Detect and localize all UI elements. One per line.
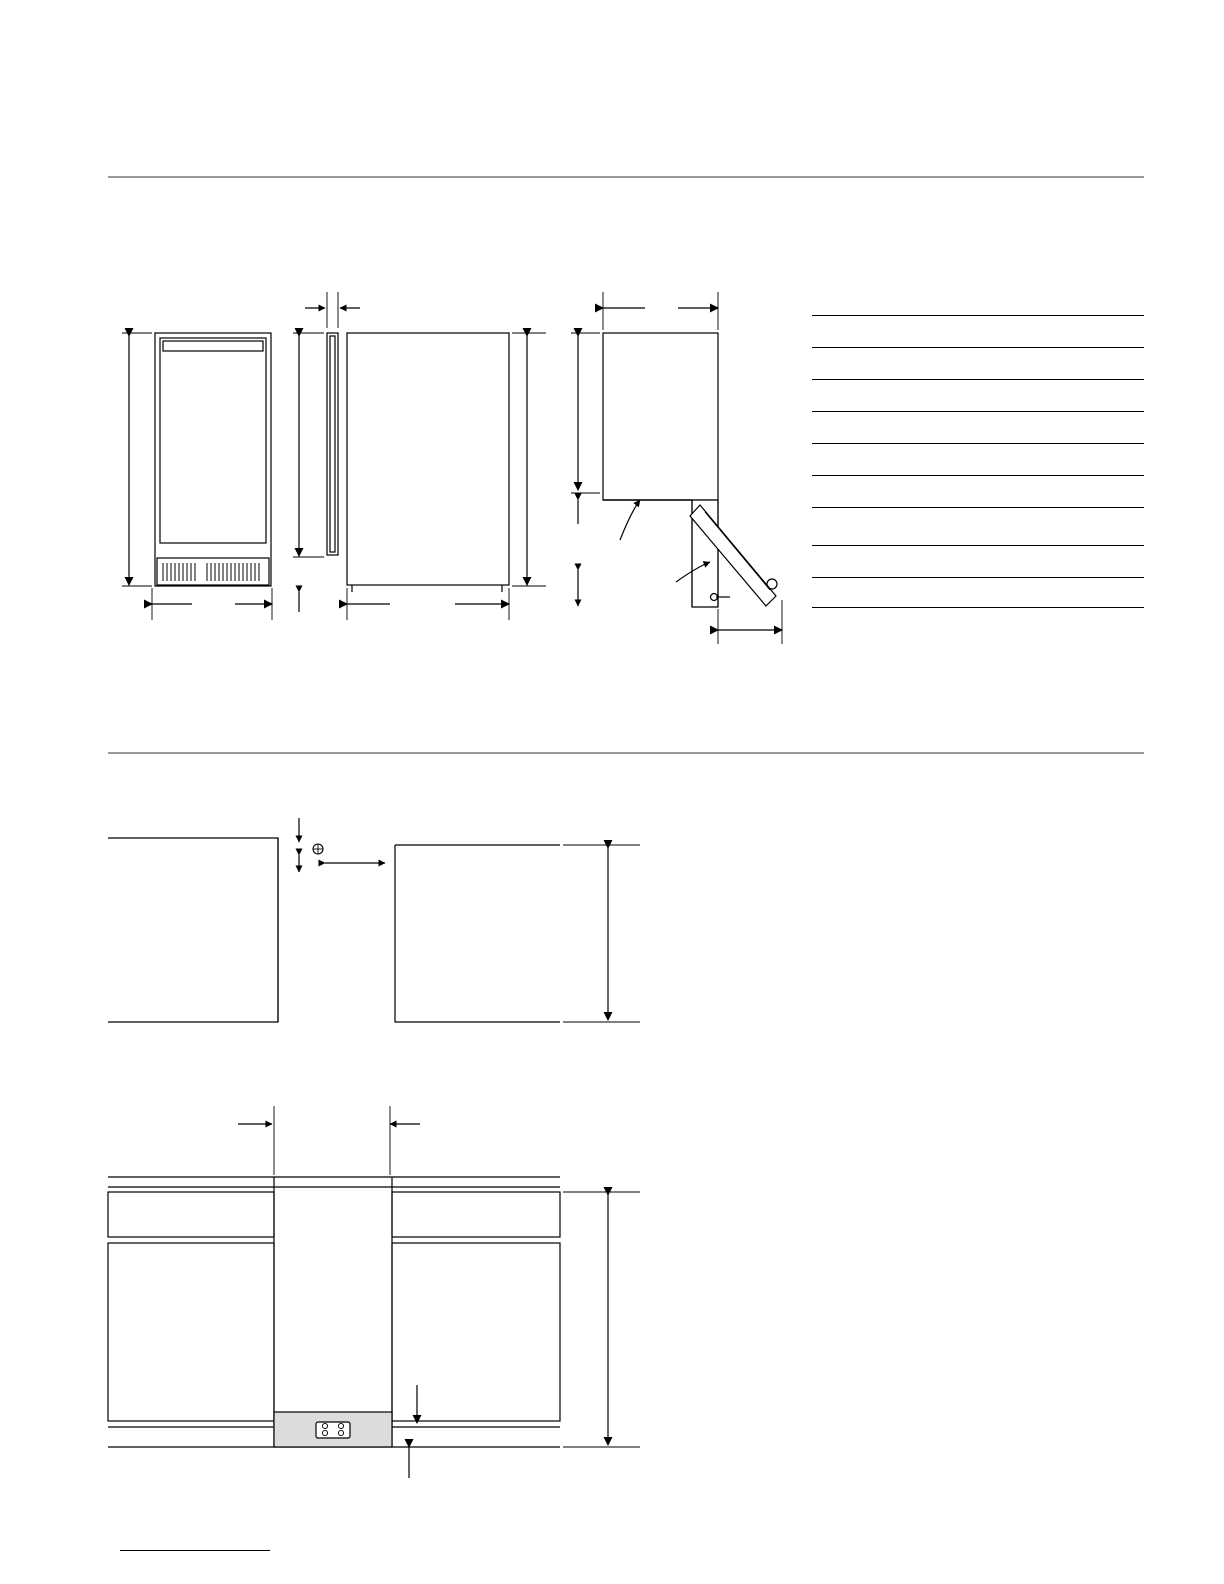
spec-row-line [812,379,1144,380]
spec-row-line [812,577,1144,578]
spec-row-line [812,315,1144,316]
spec-row-line [812,607,1144,608]
spec-row-line [812,475,1144,476]
spec-row-line [812,411,1144,412]
spec-row-line [812,443,1144,444]
spec-row-line [812,347,1144,348]
refrigerator-front-view [122,333,272,620]
cutout-opening-top-view [108,818,640,1022]
cutout-opening-front-view [108,1106,640,1478]
refrigerator-side-view [293,292,546,620]
footnote-divider [120,1550,270,1551]
spec-row-line [812,507,1144,508]
spec-row-line [812,545,1144,546]
refrigerator-door-swing-view [571,292,782,644]
